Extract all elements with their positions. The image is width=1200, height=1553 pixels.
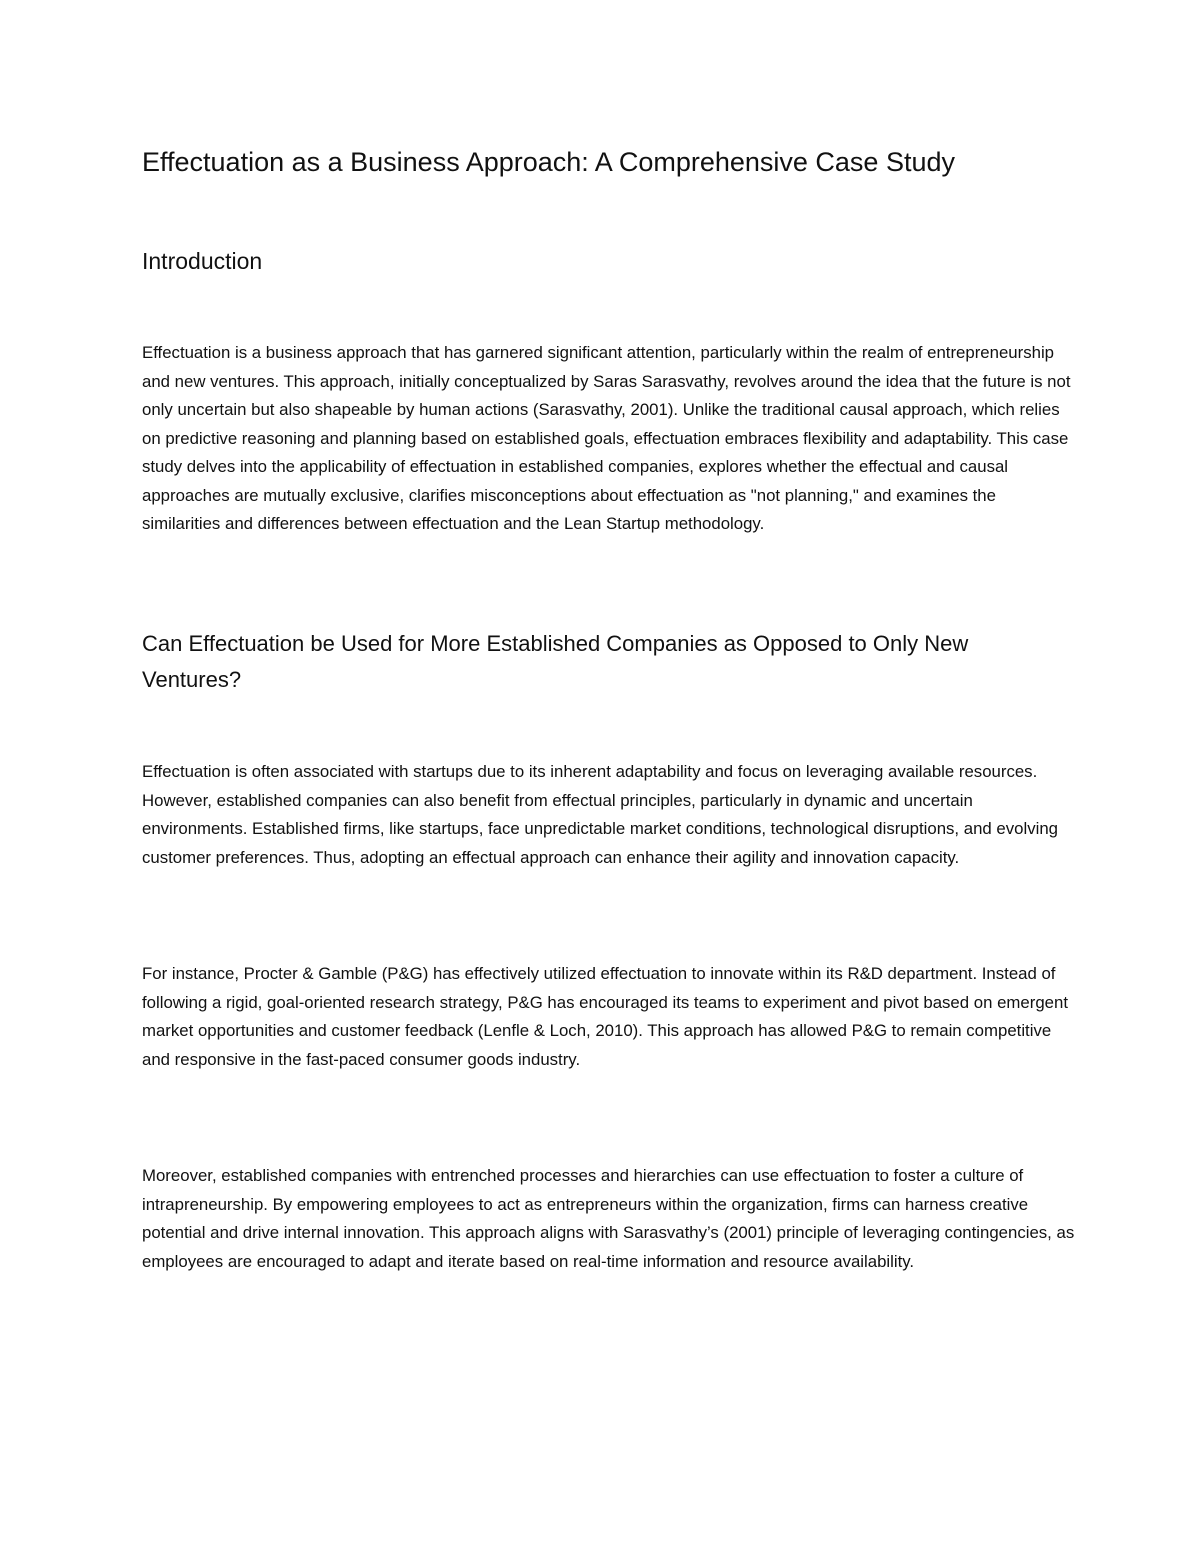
introduction-heading: Introduction (142, 248, 263, 274)
section-heading-established-companies: Can Effectuation be Used for More Established Companies as Opposed to Only New Ventures? (142, 631, 969, 692)
introduction-paragraph: Effectuation is a business approach that has garnered significant attention, particularly within the realm of entrepreneurship and new ventures. This approach, initially conceptualized by Saras Sarasvathy, revolves around the idea that the future is not only uncertain but also shapeable by human actions (Sarasvathy, 2001). Unlike the traditional causal approach, which relies on predictive reasoning and planning based on established goals, effectuation embraces flexibility and adaptability. This case study delves into the applicability of effectuation in established companies, explores whether the effectual and causal approaches are mutually exclusive, clarifies misconceptions about effectuation as "not planning," and examines the similarities and differences between effectuation and the Lean Startup methodology. (142, 343, 1071, 533)
document-title: Effectuation as a Business Approach: A Comprehensive Case Study (142, 147, 955, 177)
body-paragraph: Effectuation is often associated with startups due to its inherent adaptability and focus on leveraging available resources. However, established companies can also benefit from effectual principles, particularly in dynamic and uncertain environments. Established firms, like startups, face unpredictable market conditions, technological disruptions, and evolving customer preferences. Thus, adopting an effectual approach can enhance their agility and innovation capacity. (142, 762, 1058, 867)
body-paragraph: For instance, Procter & Gamble (P&G) has effectively utilized effectuation to innovate within its R&D department. Instead of following a rigid, goal-oriented research strategy, P&G has encouraged its teams to experiment and pivot based on emergent market opportunities and customer feedback (Lenfle & Loch, 2010). This approach has allowed P&G to remain competitive and responsive in the fast-paced consumer goods industry. (142, 964, 1068, 1069)
body-paragraph: Moreover, established companies with entrenched processes and hierarchies can use effectuation to foster a culture of intrapreneurship. By empowering employees to act as entrepreneurs within the organization, firms can harness creative potential and drive internal innovation. This approach aligns with Sarasvathy’s (2001) principle of leveraging contingencies, as employees are encouraged to adapt and iterate based on real-time information and resource availability. (142, 1166, 1075, 1271)
